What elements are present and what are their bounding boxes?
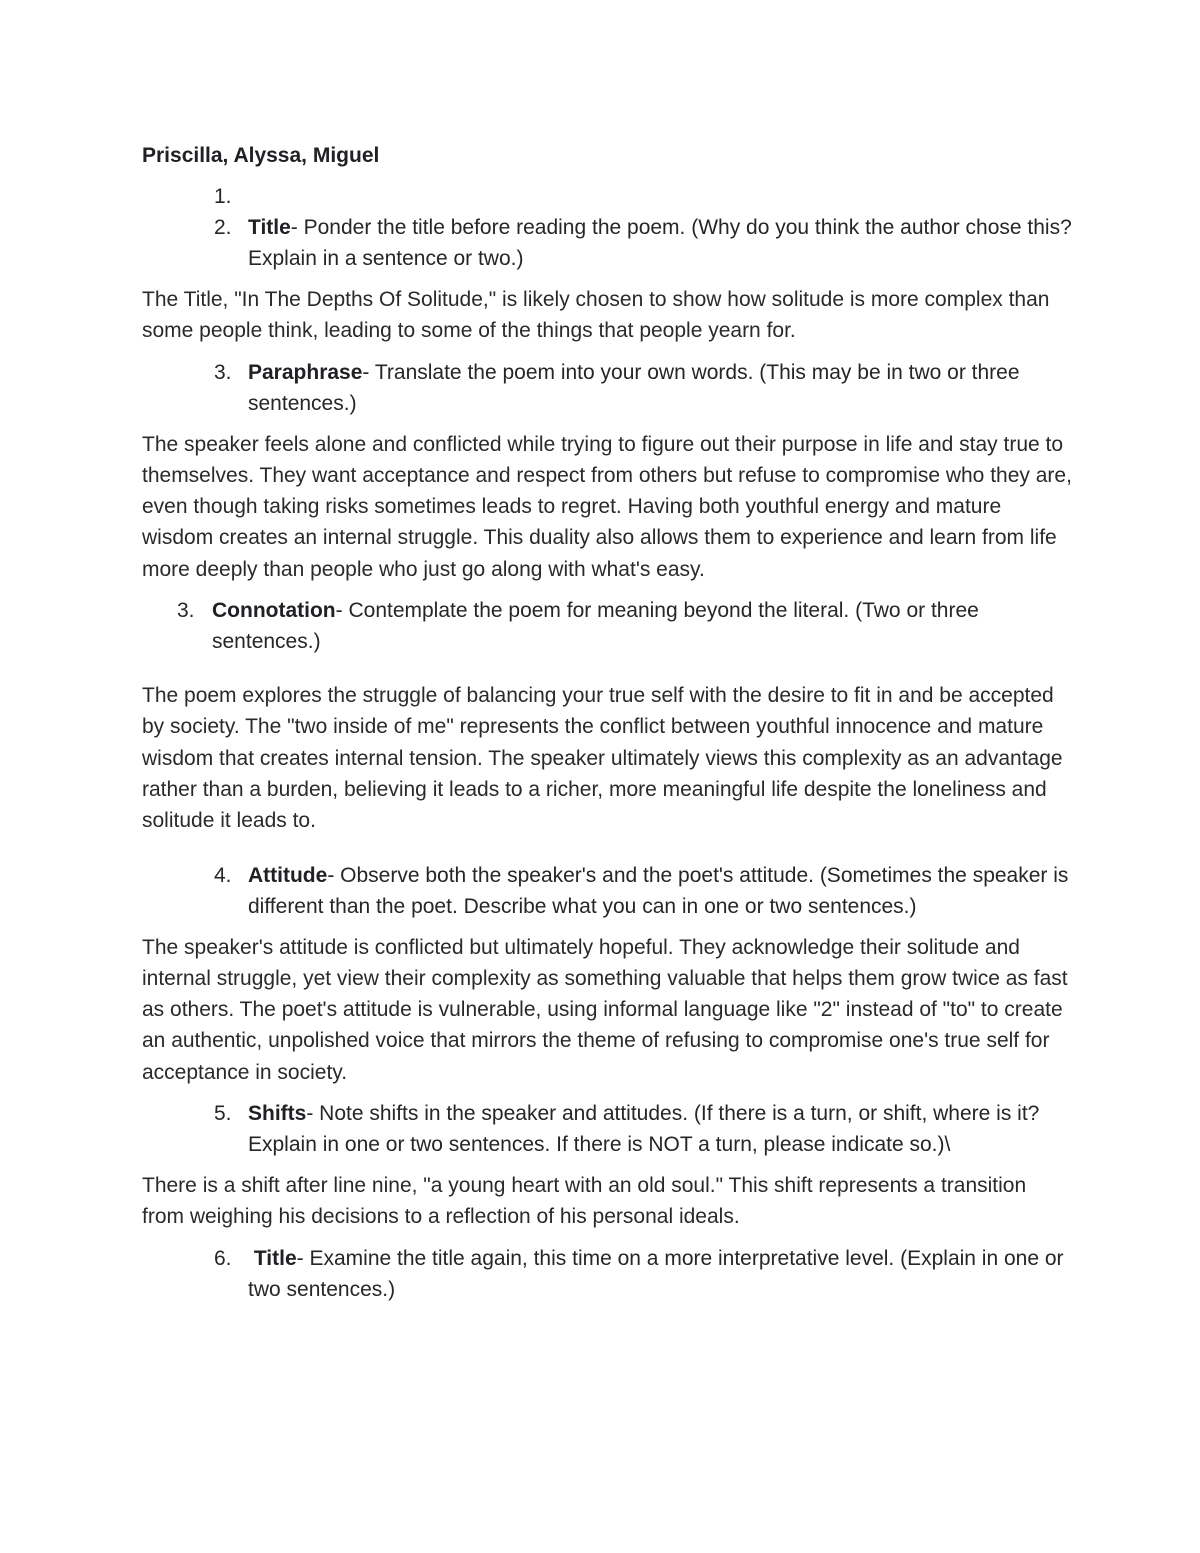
answer-paraphrase: The speaker feels alone and conflicted while trying to figure out their purpose in life and stay true to themselves. They want acceptance and respect from others but refuse to compromise who they are, even though taking risks sometimes leads to regret. Having both youthful energy and mature wisdom creates an internal struggle. This duality also allows them to experience and learn from life more deeply than people who just go along with what's easy. xyxy=(142,432,1072,581)
prompt-label: Title xyxy=(253,1246,297,1270)
answer-title: The Title, "In The Depths Of Solitude," is likely chosen to show how solitude is more complex than some people think, leading to some of the things that people yearn for. xyxy=(142,288,1050,343)
item-number: 1. xyxy=(214,185,232,208)
prompt-text: Attitude- Observe both the speaker's and the poet's attitude. (Sometimes the speaker is different than the poet. Describe what you can in one or two sentences.) xyxy=(248,863,1069,918)
item-number: 4. xyxy=(214,863,232,887)
prompt-item-1 xyxy=(142,181,1072,212)
prompt-label: Paraphrase xyxy=(248,360,363,384)
prompt-item-paraphrase xyxy=(142,357,1072,419)
prompt-text: Title- Examine the title again, this time on a more interpretative level. (Explain in one or two sentences.) xyxy=(248,1246,1064,1301)
answer-shifts: There is a shift after line nine, "a young heart with an old soul." This shift represents a transition from weighing his decisions to a reflection of his personal ideals. xyxy=(142,1174,1027,1229)
prompt-text: Paraphrase- Translate the poem into your own words. (This may be in two or three sentences.) xyxy=(248,360,1020,415)
prompt-item-connotation xyxy=(142,595,1072,657)
prompt-label: Connotation xyxy=(212,599,336,623)
student-names: Priscilla, Alyssa, Miguel xyxy=(142,144,380,167)
prompt-text: Connotation- Contemplate the poem for meaning beyond the literal. (Two or three sentences.) xyxy=(212,599,979,654)
prompt-label: Attitude xyxy=(248,863,328,887)
item-number: 2. xyxy=(214,216,232,239)
prompt-item-attitude xyxy=(142,860,1072,922)
prompt-item-title xyxy=(142,212,1072,274)
prompt-label: Title xyxy=(248,216,291,239)
item-number: 6. xyxy=(214,1246,232,1270)
prompt-text: Title- Ponder the title before reading the poem. (Why do you think the author chose this? Explain in a sentence or two.) xyxy=(248,216,1072,270)
document-page xyxy=(142,140,1072,1305)
prompt-label: Shifts xyxy=(248,1102,307,1126)
answer-attitude: The speaker's attitude is conflicted but ultimately hopeful. They acknowledge their solitude and internal struggle, yet view their complexity as something valuable that helps them grow twice as fast as others. The poet's attitude is vulnerable, using informal language like "2" instead of "to" to create an authentic, unpolished voice that mirrors the theme of refusing to compromise one's true self for acceptance in society. xyxy=(142,935,1068,1084)
prompt-text xyxy=(248,185,254,208)
item-number: 5. xyxy=(214,1102,232,1126)
item-number: 3. xyxy=(214,360,232,384)
item-number: 3. xyxy=(177,599,195,623)
prompt-text: Shifts- Note shifts in the speaker and attitudes. (If there is a turn, or shift, where is it? Explain in one or two sentences. If there is NOT a turn, please indicate so.)\ xyxy=(248,1102,1040,1157)
answer-connotation: The poem explores the struggle of balancing your true self with the desire to fit in and be accepted by society. The "two inside of me" represents the conflict between youthful innocence and mature wisdom that creates internal tension. The speaker ultimately views this complexity as an advantage rather than a burden, believing it leads to a richer, more meaningful life despite the loneliness and solitude it leads to. xyxy=(142,684,1063,833)
prompt-item-title-again xyxy=(142,1243,1072,1305)
prompt-item-shifts xyxy=(142,1098,1072,1160)
